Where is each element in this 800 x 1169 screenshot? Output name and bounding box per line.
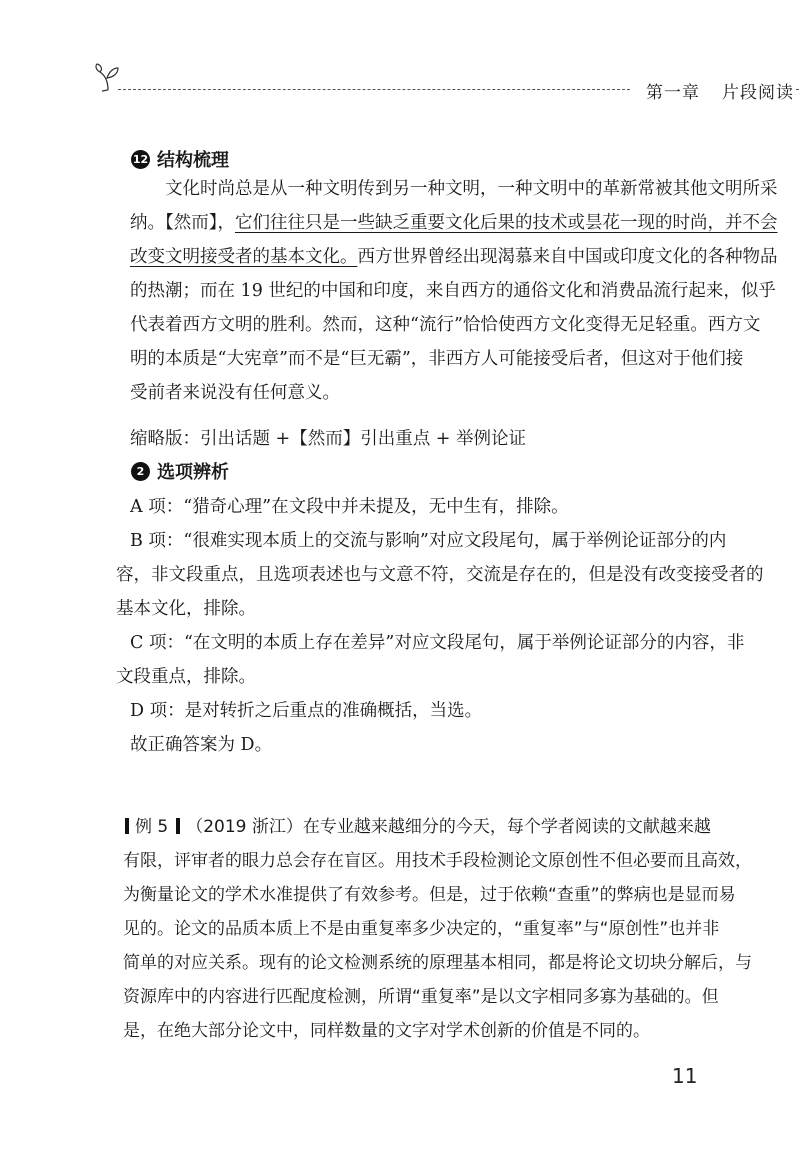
- section-title: 结构梳理: [157, 150, 229, 171]
- option-analysis-b: [116, 524, 764, 626]
- text-line: D 项：是对转折之后重点的准确概括，当选。: [130, 701, 483, 721]
- summary-line: [130, 422, 692, 456]
- text-line: B 项：“很难实现本质上的交流与影响”对应文段尾句，属于举例论证部分的内: [130, 531, 727, 551]
- text-segment: 西方世界曾经出现渴慕来自中国或印度文化的各种物品: [357, 247, 778, 267]
- text-line: 有限，评审者的眼力总会存在盲区。用技术手段检测论文原创性不但必要而且高效，: [123, 851, 752, 871]
- text-line: 缩略版：引出话题 +【然而】引出重点 + 举例论证: [130, 429, 527, 449]
- chapter-title: 片段阅读: [722, 83, 794, 103]
- option-analysis-d: [130, 694, 692, 728]
- header-title: [646, 78, 794, 103]
- text-line: A 项：“猎奇心理”在文段中并未提及，无中生有，排除。: [130, 497, 569, 517]
- option-analysis-a: [130, 490, 692, 524]
- text-line: 基本文化，排除。: [116, 599, 256, 619]
- text-line: 明的本质是“大宪章”而不是“巨无霸”，非西方人可能接受后者，但这对于他们接: [130, 349, 744, 369]
- underlined-key-sentence: 它们往往只是一些缺乏重要文化后果的技术或昙花一现的时尚，并不会: [235, 213, 778, 233]
- text-line: [130, 206, 778, 240]
- header-rule-left: [118, 89, 630, 90]
- chapter-label: 第一章: [646, 83, 700, 103]
- section-heading-structure: [131, 146, 229, 172]
- header-rule-right: [796, 89, 800, 90]
- text-line: 文段重点，排除。: [116, 667, 256, 687]
- text-line: 文化时尚总是从一种文明传到另一种文明，一种文明中的革新常被其他文明所采: [165, 179, 778, 199]
- text-line: 的热潮；而在 19 世纪的中国和印度，来自西方的通俗文化和消费品流行起来，似乎: [130, 281, 776, 301]
- text-line: 代表着西方文明的胜利。然而，这种“流行”恰恰使西方文化变得无足轻重。西方文: [130, 315, 761, 335]
- section-badge: 2: [131, 462, 150, 481]
- text-line: 简单的对应关系。现有的论文检测系统的原理基本相同，都是将论文切块分解后，与: [123, 953, 752, 973]
- underlined-key-sentence: 改变文明接受者的基本文化。: [130, 247, 358, 267]
- text-line: [130, 240, 778, 274]
- example-marker-left: [125, 818, 129, 834]
- section-badge: 12: [131, 150, 150, 169]
- passage-paragraph: [130, 172, 778, 410]
- text-line: 为衡量论文的学术水准提供了有效参考。但是，过于依赖“查重”的弊病也是显而易: [123, 885, 736, 905]
- text-segment: （2019 浙江）在专业越来越细分的今天，每个学者阅读的文献越来越: [186, 817, 711, 837]
- text-line: 是，在绝大部分论文中，同样数量的文字对学术创新的价值是不同的。: [123, 1021, 650, 1041]
- section-heading-options: [131, 458, 229, 484]
- text-line: 故正确答案为 D。: [130, 735, 273, 755]
- section-title: 选项辨析: [157, 462, 229, 483]
- text-line: [123, 810, 711, 844]
- option-analysis-c: [116, 626, 745, 694]
- page-header: [92, 58, 794, 103]
- text-line: 容，非文段重点，且选项表述也与文意不符，交流是存在的，但是没有改变接受者的: [116, 565, 764, 585]
- example-label: 例 5: [135, 817, 169, 837]
- text-line: 见的。论文的品质本质上不是由重复率多少决定的，“重复率”与“原创性”也并非: [123, 919, 720, 939]
- text-line: C 项：“在文明的本质上存在差异”对应文段尾句，属于举例论证部分的内容，非: [130, 633, 745, 653]
- text-segment: 纳。【然而】，: [130, 213, 235, 233]
- text-line: 受前者来说没有任何意义。: [130, 383, 340, 403]
- example-question: [123, 810, 752, 1048]
- text-line: 资源库中的内容进行匹配度检测，所谓“重复率”是以文字相同多寡为基础的。但: [123, 987, 719, 1007]
- page-number: 11: [672, 1064, 698, 1088]
- example-marker-right: [176, 818, 180, 834]
- answer-line: [130, 728, 692, 762]
